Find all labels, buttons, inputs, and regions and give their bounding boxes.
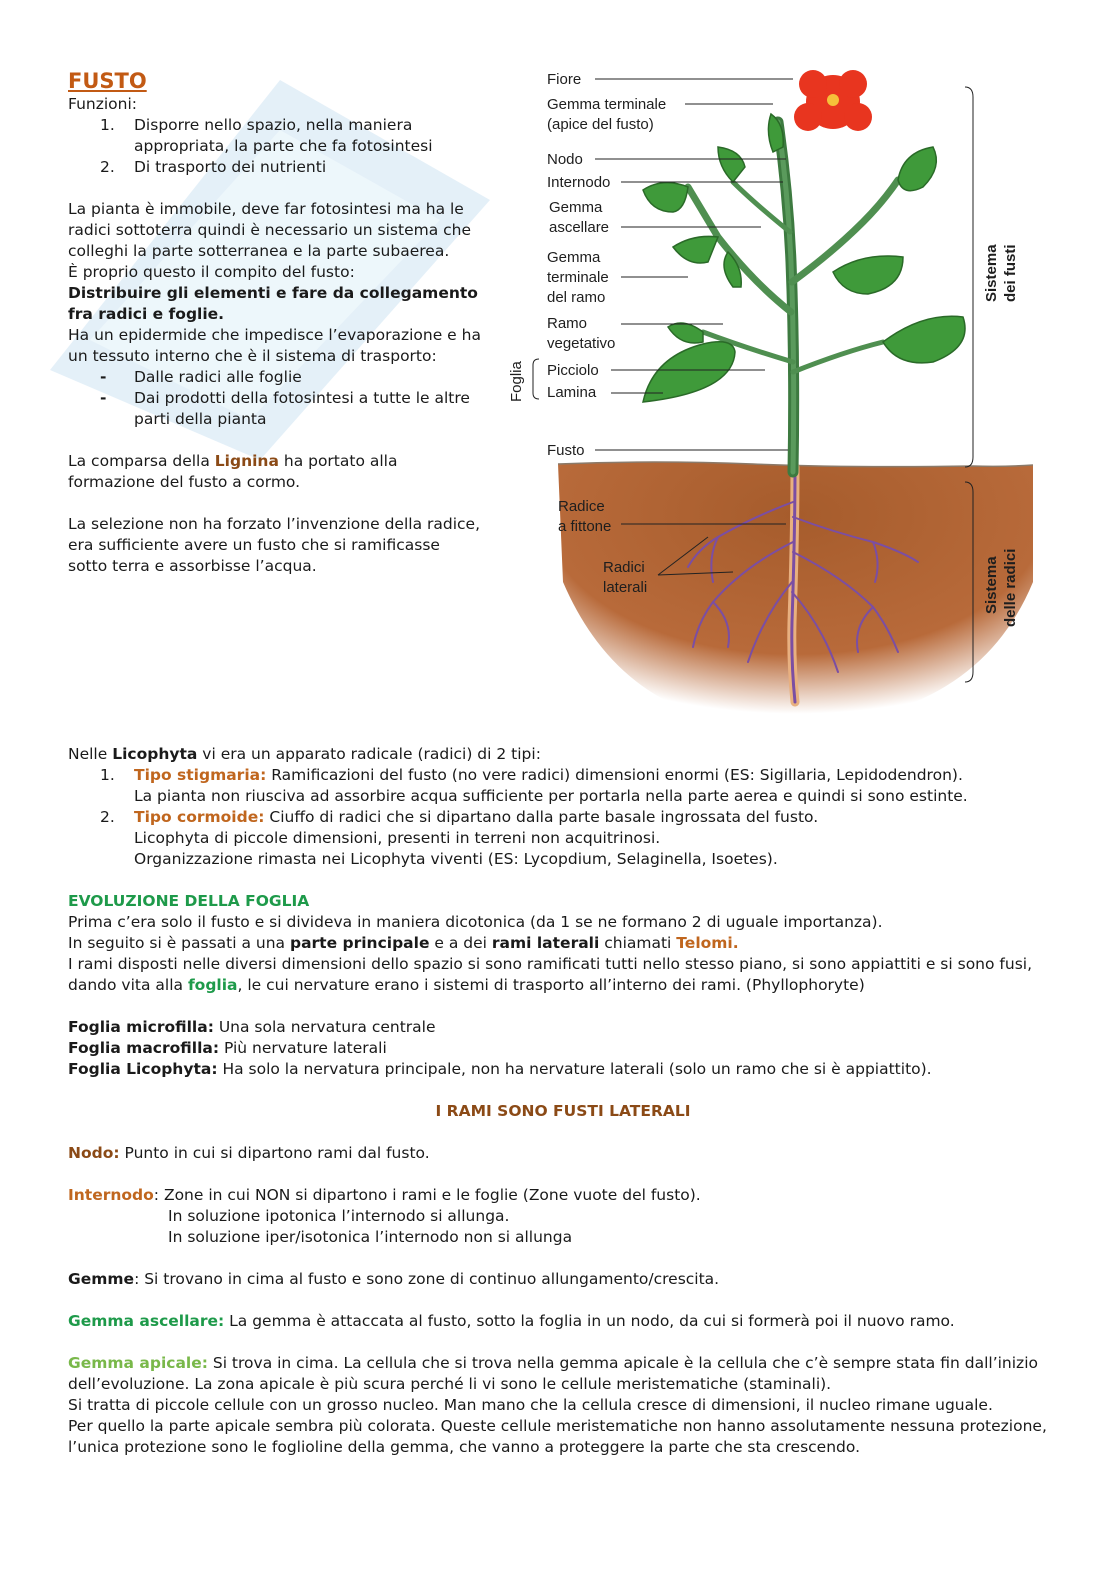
definition-row — [68, 1269, 1058, 1290]
licophyta-types — [68, 765, 1058, 870]
plant-svg — [503, 62, 1048, 732]
paragraph — [68, 954, 1058, 996]
label-radici-laterali: Radici — [603, 559, 645, 576]
type-name: Tipo cormoide: — [134, 808, 265, 826]
label-radice-2: a fittone — [558, 518, 612, 535]
keyword: Lignina — [214, 452, 279, 470]
label-gemma-terminale-2: (apice del fusto) — [547, 116, 654, 133]
text: La comparsa della — [68, 452, 215, 470]
section-heading: I RAMI SONO FUSTI LATERALI — [435, 1102, 691, 1120]
paragraph: È proprio questo il compito del fusto: — [68, 263, 355, 281]
label-radice: Radice — [558, 498, 605, 515]
flower — [794, 70, 872, 131]
definition-row — [68, 1311, 1058, 1332]
definition: Una sola nervatura centrale — [213, 1018, 436, 1036]
paragraph: La selezione non ha forzato l’invenzione della radice, era sufficiente avere un fusto che si ramificasse sotto terra e assorbisse l’acqua. — [68, 515, 480, 575]
list-number: 2. — [100, 808, 115, 826]
term: Foglia microfilla: — [68, 1018, 214, 1036]
definition: La gemma è attaccata al fusto, sotto la foglia in un nodo, da cui si formerà poi il nuovo ramo. — [224, 1312, 955, 1330]
paragraph: Si tratta di piccole cellule con un grosso nucleo. Man mano che la cellula cresce di dimensioni, il nucleo rimane uguale. — [68, 1396, 993, 1414]
list-text: La pianta non riusciva ad assorbire acqua sufficiente per portarla nella parte aerea e quindi si sono estinte. — [134, 787, 968, 805]
label-gemma-ramo-3: del ramo — [547, 289, 606, 306]
keyword: foglia — [187, 976, 238, 994]
text: , le cui nervature erano i sistemi di trasporto all’interno dei rami. (Phyllophoryte) — [237, 976, 865, 994]
term: Foglia macrofilla: — [68, 1039, 220, 1057]
foglia-type — [68, 1038, 1058, 1059]
list-text: Disporre nello spazio, nella maniera appropriata, la parte che fa fotosintesi — [134, 116, 433, 155]
plant-diagram — [503, 62, 1048, 732]
list-text: Organizzazione rimasta nei Licophyta viventi (ES: Lycopdium, Selaginella, Isoetes). — [134, 850, 778, 868]
label-fiore: Fiore — [547, 71, 582, 88]
fusto-section — [68, 68, 483, 577]
list-number: 1. — [100, 766, 115, 784]
term: Gemma apicale: — [68, 1354, 208, 1372]
list-text: Di trasporto dei nutrienti — [134, 158, 327, 176]
list-item: - Dalle radici alle foglie — [68, 367, 483, 388]
label-sistema-fusti-2: dei fusti — [1002, 244, 1019, 302]
list-text: Licophyta di piccole dimensioni, presenti in terreni non acquitrinosi. — [134, 829, 661, 847]
list-item — [68, 807, 1058, 870]
list-item — [68, 157, 483, 178]
definition-row — [68, 1143, 1058, 1164]
text: In seguito si è passati a una — [68, 934, 290, 952]
label-nodo: Nodo — [547, 151, 583, 168]
label-gemma-ramo: Gemma — [547, 249, 601, 266]
section-heading: EVOLUZIONE DELLA FOGLIA — [68, 892, 310, 910]
lower-section — [68, 744, 1058, 1458]
list-text: Ciuffo di radici che si dipartano dalla parte basale ingrossata del fusto. — [269, 808, 819, 826]
label-gemma-terminale: Gemma terminale — [547, 96, 667, 113]
label-radici-laterali-2: laterali — [603, 579, 648, 596]
paragraph: Per quello la parte apicale sembra più colorata. Queste cellule meristematiche non hanno assolutamente nessuna protezione, l’unica protezione sono le foglioline della gemma, che vanno a proteggere la parte che sta crescendo. — [68, 1417, 1047, 1456]
term: Foglia Licophyta: — [68, 1060, 218, 1078]
funzioni-label: Funzioni: — [68, 95, 137, 113]
term: Gemma ascellare: — [68, 1312, 225, 1330]
keyword: parte principale — [289, 934, 430, 952]
label-gemma-ramo-2: terminale — [547, 269, 609, 286]
text: e a dei — [429, 934, 492, 952]
label-sistema-radici: Sistema — [983, 556, 1000, 614]
definition-row — [68, 1353, 1058, 1395]
paragraph: Prima c’era solo il fusto e si divideva in maniera dicotonica (da 1 se ne formano 2 di uguale importanza). — [68, 913, 883, 931]
list-item: - Dai prodotti della fotosintesi a tutte le altre parti della pianta — [68, 388, 483, 430]
definition: Più nervature laterali — [219, 1039, 387, 1057]
label-gemma-ascellare: Gemma — [549, 199, 603, 216]
section-title: FUSTO — [68, 69, 147, 93]
list-number: 1. — [100, 116, 115, 134]
term: Internodo — [68, 1186, 154, 1204]
label-picciolo: Picciolo — [547, 362, 599, 379]
text: I rami disposti nelle diversi dimensioni dello spazio si sono ramificati tutti nello stesso piano, si sono appiattiti e si sono fusi, dando vita alla — [68, 955, 1032, 994]
sub-line: In soluzione iper/isotonica l’internodo non si allunga — [168, 1228, 573, 1246]
definition: Si trova in cima. La cellula che si trova nella gemma apicale è la cellula che c’è sempre stata fin dall’inizio dell’evoluzione. La zona apicale è più scura perché li vi sono le cellule meristematiche (staminali). — [68, 1354, 1038, 1393]
label-ramo-2: vegetativo — [547, 335, 616, 352]
paragraph-bold: Distribuire gli elementi e fare da collegamento fra radici e foglie. — [68, 284, 478, 323]
keyword: Licophyta — [112, 745, 198, 763]
definition-row — [68, 1185, 1058, 1206]
trasporto-list — [68, 367, 483, 430]
definition: Punto in cui si dipartono rami dal fusto. — [119, 1144, 430, 1162]
paragraph: Ha un epidermide che impedisce l’evaporazione e ha un tessuto interno che è il sistema di trasporto: — [68, 326, 481, 365]
label-gemma-ascellare-2: ascellare — [549, 219, 610, 236]
definition: Ha solo la nervatura principale, non ha nervature laterali (solo un ramo che si è appiattito). — [217, 1060, 932, 1078]
paragraph: La pianta è immobile, deve far fotosintesi ma ha le radici sottoterra quindi è necessario un sistema che colleghi la parte sotterranea e la parte subaerea. — [68, 200, 472, 260]
label-foglia: Foglia — [508, 361, 525, 402]
list-item — [68, 765, 1058, 807]
type-name: Tipo stigmaria: — [134, 766, 267, 784]
paragraph — [68, 451, 483, 493]
label-fusto: Fusto — [547, 442, 585, 459]
text: Nelle — [68, 745, 113, 763]
funzioni-list — [68, 115, 483, 178]
list-text: Ramificazioni del fusto (no vere radici) dimensioni enormi (ES: Sigillaria, Lepidodendron). — [271, 766, 963, 784]
definition: : Si trovano in cima al fusto e sono zone di continuo allungamento/crescita. — [134, 1270, 720, 1288]
keyword: Telomi. — [676, 934, 739, 952]
label-sistema-fusti: Sistema — [983, 244, 1000, 302]
text: vi era un apparato radicale (radici) di 2 tipi: — [197, 745, 541, 763]
label-ramo: Ramo — [547, 315, 588, 332]
foglia-type — [68, 1059, 1058, 1080]
leaves — [643, 114, 965, 402]
list-item — [68, 115, 483, 157]
label-sistema-radici-2: delle radici — [1002, 548, 1019, 627]
term: Nodo: — [68, 1144, 120, 1162]
keyword: rami laterali — [491, 934, 600, 952]
definition: : Zone in cui NON si dipartono i rami e le foglie (Zone vuote del fusto). — [153, 1186, 701, 1204]
foglia-type — [68, 1017, 1058, 1038]
text: ha portato alla formazione del fusto a cormo. — [68, 452, 398, 491]
label-internodo: Internodo — [547, 174, 611, 191]
paragraph — [68, 933, 1058, 954]
list-number: 2. — [100, 158, 115, 176]
paragraph — [68, 744, 1058, 765]
text: chiamati — [599, 934, 677, 952]
term: Gemme — [68, 1270, 135, 1288]
sub-line: In soluzione ipotonica l’internodo si allunga. — [168, 1207, 510, 1225]
stem — [688, 122, 898, 472]
label-lamina: Lamina — [547, 384, 597, 401]
